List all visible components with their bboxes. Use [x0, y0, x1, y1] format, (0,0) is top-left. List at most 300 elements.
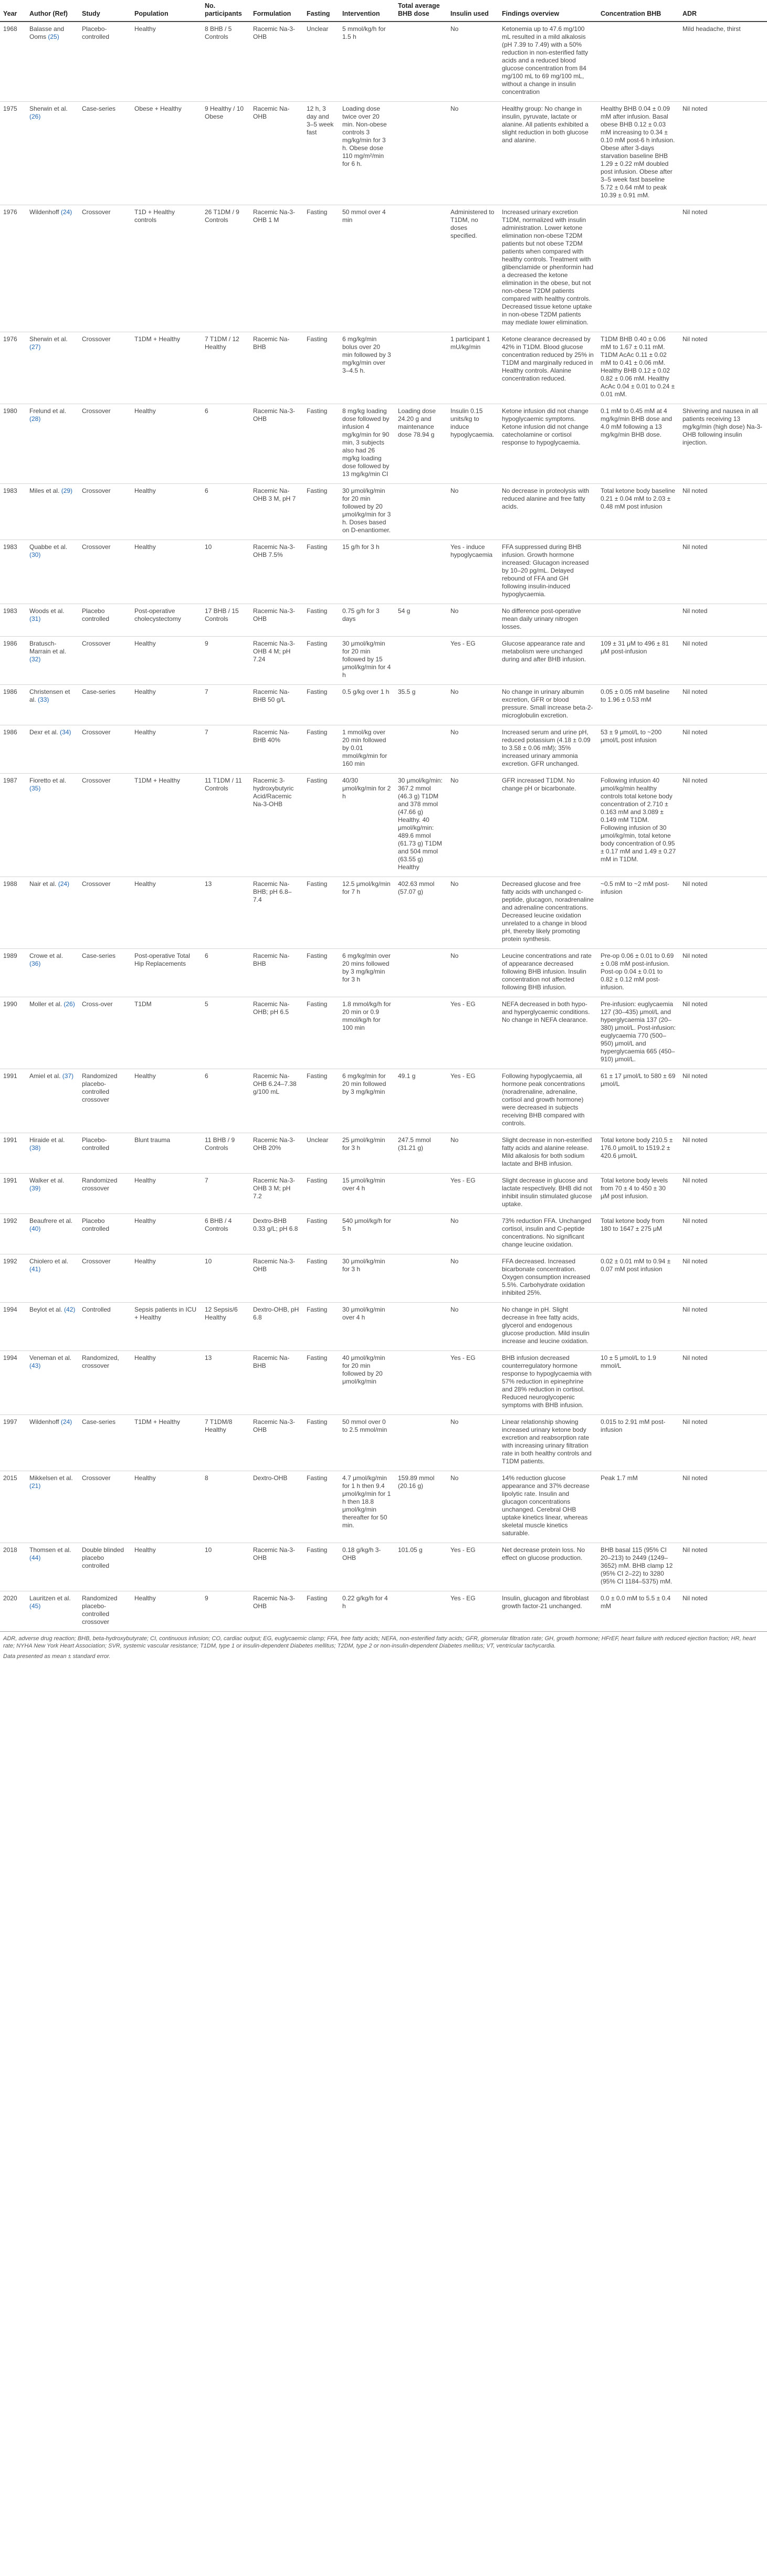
cell-findings: Slight decrease in glucose and lactate respectively. BHB did not inhibit insulin stimulated glucose uptake.: [499, 1174, 597, 1214]
cell-year: 1976: [0, 332, 26, 404]
cell-year: 2018: [0, 1543, 26, 1591]
cell-intervention: 0.75 g/h for 3 days: [339, 604, 395, 637]
cell-findings: No change in pH. Slight decrease in free fatty acids, glycerol and endogenous glucose production. Mild insulin increase and leucine oxidation.: [499, 1303, 597, 1351]
cell-intervention: 1 mmol/kg over 20 min followed by 0.01 mmol/kg/min for 160 min: [339, 725, 395, 774]
cell-fasting: Fasting: [303, 877, 339, 949]
reference-link[interactable]: (30): [29, 551, 41, 558]
cell-participants: 10: [202, 1254, 250, 1303]
header-fasting: Fasting: [303, 0, 339, 22]
cell-author: [26, 1471, 79, 1543]
cell-study: Randomized placebo-controlled crossover: [79, 1591, 131, 1632]
cell-participants: 6: [202, 484, 250, 540]
cell-intervention: 30 μmol/kg/min over 4 h: [339, 1303, 395, 1351]
cell-year: 1991: [0, 1069, 26, 1133]
cell-dose: [395, 949, 447, 997]
cell-study: Crossover: [79, 540, 131, 604]
cell-study: Controlled: [79, 1303, 131, 1351]
table-row: [0, 1303, 767, 1351]
cell-participants: 10: [202, 1543, 250, 1591]
cell-fasting: Fasting: [303, 1415, 339, 1471]
cell-insulin: Yes - EG: [447, 1174, 499, 1214]
table-row: [0, 637, 767, 685]
cell-dose: [395, 1174, 447, 1214]
cell-findings: Increased urinary excretion T1DM, normalized with insulin administration. Lower ketone elimination non-obese T2DM patients but not obese T2DM patients when compared with healthy controls. Treatment with glibenclamide or phenformin had a decreased the ketone elimination in the obese, but not non-obese T2DM patients compared with healthy controls. Decreased tissue ketone uptake in non-obese T2DM patients may mediate lower elimination.: [499, 205, 597, 332]
reference-link[interactable]: (37): [62, 1072, 74, 1080]
cell-participants: 12 Sepsis/6 Healthy: [202, 1303, 250, 1351]
cell-participants: 8 BHB / 5 Controls: [202, 22, 250, 102]
cell-study: Randomized, crossover: [79, 1351, 131, 1415]
cell-fasting: Fasting: [303, 1351, 339, 1415]
cell-intervention: 5 mmol/kg/h for 1.5 h: [339, 22, 395, 102]
cell-adr: Nil noted: [679, 1174, 767, 1214]
cell-year: 1990: [0, 997, 26, 1069]
reference-link[interactable]: (28): [29, 415, 41, 423]
cell-insulin: No: [447, 1214, 499, 1254]
cell-population: Healthy: [131, 877, 202, 949]
cell-author: [26, 1415, 79, 1471]
table-row: [0, 949, 767, 997]
cell-concentration: [597, 205, 679, 332]
cell-year: 1992: [0, 1254, 26, 1303]
reference-link[interactable]: (36): [29, 960, 41, 967]
cell-year: 1992: [0, 1214, 26, 1254]
cell-year: 1989: [0, 949, 26, 997]
cell-fasting: Fasting: [303, 949, 339, 997]
cell-concentration: Total ketone body from 180 to 1647 ± 275 μM: [597, 1214, 679, 1254]
header-study: Study: [79, 0, 131, 22]
author-name: Fioretto et al.: [29, 777, 67, 784]
cell-participants: 17 BHB / 15 Controls: [202, 604, 250, 637]
author-name: Nair et al.: [29, 880, 57, 888]
cell-study: Case-series: [79, 102, 131, 205]
cell-insulin: Yes - EG: [447, 1591, 499, 1632]
cell-formulation: Racemic Na-OHB 6.24–7.38 g/100 mL: [250, 1069, 303, 1133]
table-footnote-abbreviations: ADR, adverse drug reaction; BHB, beta-hydroxybutyrate; CI, continuous infusion; CO, cardiac output; EG, euglycaemic clamp; FFA, free fatty acids; NEFA, non-esterified fatty acids; GFR, glomerular filtration rate; GH, growth hormone; HFrEF, heart failure with reduced ejection fraction; HR, heart rate; NYHA New York Heart Association; SVR, systemic vascular resistance; T1DM, type 1 or insulin-dependent Diabetes mellitus; T2DM, type 2 or non-insulin-dependent Diabetes mellitus; VT, ventricular tachycardia.: [3, 1635, 756, 1649]
cell-formulation: Racemic Na-BHB: [250, 1351, 303, 1415]
cell-concentration: [597, 22, 679, 102]
cell-year: 1994: [0, 1303, 26, 1351]
cell-year: 1986: [0, 685, 26, 725]
cell-insulin: No: [447, 1303, 499, 1351]
cell-findings: NEFA decreased in both hypo- and hyperglycaemic conditions. No change in NEFA clearance.: [499, 997, 597, 1069]
cell-findings: No change in urinary albumin excretion, GFR or blood pressure. Small increase beta-2-microglobulin excretion.: [499, 685, 597, 725]
cell-fasting: Fasting: [303, 725, 339, 774]
cell-insulin: Yes - EG: [447, 1543, 499, 1591]
cell-participants: 9: [202, 637, 250, 685]
table-row: [0, 1133, 767, 1174]
cell-year: 1988: [0, 877, 26, 949]
cell-concentration: Total ketone body 210.5 ± 176.0 μmol/L to 1519.2 ± 420.6 μmol/L: [597, 1133, 679, 1174]
header-participants: No. participants: [202, 0, 250, 22]
header-concentration: Concentration BHB: [597, 0, 679, 22]
cell-fasting: Fasting: [303, 1303, 339, 1351]
cell-fasting: Fasting: [303, 1471, 339, 1543]
cell-insulin: No: [447, 725, 499, 774]
header-intervention: Intervention: [339, 0, 395, 22]
table-row: [0, 22, 767, 102]
cell-study: Crossover: [79, 1254, 131, 1303]
cell-study: Cross-over: [79, 997, 131, 1069]
author-name: Woods et al.: [29, 607, 65, 615]
cell-dose: 30 μmol/kg/min: 367.2 mmol (46.3 g) T1DM and 378 mmol (47.66 g) Healthy. 40 μmol/kg/min: 489.6 mmol (61.73 g) T1DM and 504 mmol (63.55 g) Healthy: [395, 774, 447, 877]
cell-findings: Slight decrease in non-esterified fatty acids and alanine release. Mild alkalosis for both sodium lactate and BHB infusion.: [499, 1133, 597, 1174]
cell-dose: 247.5 mmol (31.21 g): [395, 1133, 447, 1174]
cell-study: Case-series: [79, 685, 131, 725]
author-name: Mikkelsen et al.: [29, 1474, 73, 1482]
cell-concentration: T1DM BHB 0.40 ± 0.06 mM to 1.67 ± 0.11 mM. T1DM AcAc 0.11 ± 0.02 mM to 0.41 ± 0.06 mM. Healthy BHB 0.12 ± 0.02 0.82 ± 0.06 mM. Healthy AcAc 0.04 ± 0.01 to 0.24 ± 0.01 mM.: [597, 332, 679, 404]
cell-fasting: Fasting: [303, 1254, 339, 1303]
reference-link[interactable]: (24): [58, 880, 70, 888]
cell-insulin: No: [447, 1415, 499, 1471]
author-name: Miles et al.: [29, 487, 60, 494]
cell-population: Post-operative cholecystectomy: [131, 604, 202, 637]
cell-concentration: Total ketone body levels from 70 ± 4 to 450 ± 30 μM post infusion.: [597, 1174, 679, 1214]
cell-dose: [395, 1415, 447, 1471]
cell-participants: 13: [202, 1351, 250, 1415]
cell-fasting: Fasting: [303, 332, 339, 404]
cell-population: Healthy: [131, 404, 202, 484]
cell-formulation: Racemic Na-OHB 3 M, pH 7: [250, 484, 303, 540]
reference-link[interactable]: (43): [29, 1362, 41, 1369]
cell-study: Crossover: [79, 484, 131, 540]
cell-dose: [395, 1214, 447, 1254]
cell-author: [26, 685, 79, 725]
table-row: [0, 1214, 767, 1254]
cell-dose: 402.63 mmol (57.07 g): [395, 877, 447, 949]
cell-intervention: 15 μmol/kg/min over 4 h: [339, 1174, 395, 1214]
cell-year: 1983: [0, 604, 26, 637]
cell-population: Blunt trauma: [131, 1133, 202, 1174]
author-name: Beylot et al.: [29, 1306, 62, 1313]
cell-intervention: 30 μmol/kg/min for 3 h: [339, 1254, 395, 1303]
reference-link[interactable]: (34): [60, 729, 71, 736]
cell-concentration: [597, 604, 679, 637]
cell-findings: GFR increased T1DM. No change pH or bicarbonate.: [499, 774, 597, 877]
cell-study: Placebo controlled: [79, 604, 131, 637]
cell-author: [26, 205, 79, 332]
author-name: Sherwin et al.: [29, 335, 68, 343]
cell-dose: [395, 540, 447, 604]
author-name: Veneman et al.: [29, 1354, 72, 1361]
cell-author: [26, 1543, 79, 1591]
header-dose: Total average BHB dose: [395, 0, 447, 22]
author-name: Dexr et al.: [29, 729, 58, 736]
cell-intervention: 0.22 g/kg/h for 4 h: [339, 1591, 395, 1632]
cell-fasting: Fasting: [303, 997, 339, 1069]
cell-adr: Nil noted: [679, 1133, 767, 1174]
cell-findings: Ketonemia up to 47.6 mg/100 mL resulted in a mild alkalosis (pH 7.39 to 7.49) with a 50% reduction in non-esterified fatty acids and a reduced blood glucose concentration from 84 mg/100 mL to 69 mg/100 mL, without a change in insulin concentration: [499, 22, 597, 102]
reference-link[interactable]: (26): [64, 1000, 75, 1008]
cell-population: T1DM + Healthy: [131, 332, 202, 404]
table-row: [0, 332, 767, 404]
cell-population: T1DM + Healthy: [131, 1415, 202, 1471]
author-name: Wildenhoff: [29, 208, 59, 216]
cell-dose: 54 g: [395, 604, 447, 637]
cell-insulin: Insulin 0.15 units/kg to induce hypoglycaemia.: [447, 404, 499, 484]
table-row: [0, 1415, 767, 1471]
cell-adr: Nil noted: [679, 1471, 767, 1543]
cell-findings: Following hypoglycaemia, all hormone peak concentrations (noradrenaline, adrenaline, cortisol and growth hormone) were decreased in subjects receiving BHB compared with controls.: [499, 1069, 597, 1133]
cell-year: 2020: [0, 1591, 26, 1632]
cell-dose: 49.1 g: [395, 1069, 447, 1133]
cell-dose: [395, 22, 447, 102]
cell-year: 1968: [0, 22, 26, 102]
cell-fasting: Fasting: [303, 404, 339, 484]
cell-fasting: Fasting: [303, 1214, 339, 1254]
cell-insulin: Yes - EG: [447, 1069, 499, 1133]
reference-link[interactable]: (24): [60, 1418, 72, 1426]
reference-link[interactable]: (24): [60, 208, 72, 216]
cell-dose: [395, 102, 447, 205]
cell-intervention: 4.7 μmol/kg/min for 1 h then 9.4 μmol/kg/min for 1 h then 18.8 μmol/kg/min thereafter for 50 min.: [339, 1471, 395, 1543]
cell-concentration: 0.015 to 2.91 mM post-infusion: [597, 1415, 679, 1471]
cell-dose: [395, 1351, 447, 1415]
cell-dose: [395, 1254, 447, 1303]
cell-study: Crossover: [79, 877, 131, 949]
cell-year: 1976: [0, 205, 26, 332]
cell-population: Healthy: [131, 1471, 202, 1543]
reference-link[interactable]: (39): [29, 1185, 41, 1192]
cell-study: Case-series: [79, 1415, 131, 1471]
author-name: Amiel et al.: [29, 1072, 61, 1080]
cell-findings: Decreased glucose and free fatty acids with unchanged c-peptide, glucagon, noradrenaline and adrenaline concentrations. Decreased leucine oxidation unrelated to a change in blood pH, thereby likely promoting protein synthesis.: [499, 877, 597, 949]
cell-adr: Nil noted: [679, 484, 767, 540]
cell-insulin: Yes - induce hypoglycaemia: [447, 540, 499, 604]
cell-intervention: 40 μmol/kg/min for 20 min followed by 20 μmol/kg/min: [339, 1351, 395, 1415]
cell-findings: FFA decreased. Increased bicarbonate concentration. Oxygen consumption increased 5.5%. Carbohydrate oxidation inhibited 25%.: [499, 1254, 597, 1303]
author-name: Thomsen et al.: [29, 1546, 71, 1554]
cell-author: [26, 540, 79, 604]
table-row: [0, 404, 767, 484]
cell-insulin: No: [447, 1471, 499, 1543]
cell-population: Healthy: [131, 1351, 202, 1415]
header-insulin: Insulin used: [447, 0, 499, 22]
cell-adr: Nil noted: [679, 1415, 767, 1471]
reference-link[interactable]: (40): [29, 1225, 41, 1232]
cell-population: Sepsis patients in ICU + Healthy: [131, 1303, 202, 1351]
cell-findings: Increased serum and urine pH, reduced potassium (4.18 ± 0.09 to 3.58 ± 0.06 mM); 35% increased urinary ammonia excretion. GFR unchanged.: [499, 725, 597, 774]
cell-fasting: Fasting: [303, 1069, 339, 1133]
cell-findings: Net decrease protein loss. No effect on glucose production.: [499, 1543, 597, 1591]
cell-findings: Glucose appearance rate and metabolism were unchanged during and after BHB infusion.: [499, 637, 597, 685]
cell-formulation: Racemic Na-BHB 40%: [250, 725, 303, 774]
cell-fasting: Unclear: [303, 22, 339, 102]
cell-author: [26, 1069, 79, 1133]
cell-population: T1DM + Healthy: [131, 774, 202, 877]
cell-population: Healthy: [131, 1543, 202, 1591]
reference-link[interactable]: (45): [29, 1602, 41, 1610]
cell-author: [26, 1351, 79, 1415]
reference-link[interactable]: (44): [29, 1554, 41, 1561]
cell-population: Healthy: [131, 637, 202, 685]
cell-year: 1987: [0, 774, 26, 877]
cell-formulation: Dextro-OHB: [250, 1471, 303, 1543]
cell-findings: FFA suppressed during BHB infusion. Growth hormone increased: Glucagon increased by 10–20 pg/mL. Delayed rebound of FFA and GH following insulin-induced hypoglycaemia.: [499, 540, 597, 604]
cell-author: [26, 102, 79, 205]
cell-year: 1991: [0, 1174, 26, 1214]
cell-insulin: No: [447, 774, 499, 877]
cell-dose: [395, 1591, 447, 1632]
table-row: [0, 1591, 767, 1632]
header-year: Year: [0, 0, 26, 22]
cell-dose: [395, 205, 447, 332]
cell-year: 2015: [0, 1471, 26, 1543]
cell-fasting: Fasting: [303, 1543, 339, 1591]
cell-dose: 159.89 mmol (20.16 g): [395, 1471, 447, 1543]
cell-concentration: BHB basal 115 (95% CI 20–213) to 2449 (1249–3652) mM. BHB clamp 12 (95% CI 2–22) to 3280 (95% CI 1184–5375) mM.: [597, 1543, 679, 1591]
reference-link[interactable]: (33): [38, 696, 49, 703]
table-row: [0, 1543, 767, 1591]
cell-intervention: 12.5 μmol/kg/min for 7 h: [339, 877, 395, 949]
cell-year: 1975: [0, 102, 26, 205]
cell-dose: [395, 637, 447, 685]
cell-concentration: Pre-infusion: euglycaemia 127 (30–435) μmol/L and hyperglycaemia 137 (20–380) μmol/L. Post-infusion: euglycaemia 770 (500–950) μmol/L and hyperglycaemia 665 (450–910) μmol/L.: [597, 997, 679, 1069]
cell-findings: Ketone infusion did not change hypoglycaemic symptoms. Ketone infusion did not change catecholamine or cortisol response to hypoglycaemia.: [499, 404, 597, 484]
cell-dose: 101.05 g: [395, 1543, 447, 1591]
cell-year: 1986: [0, 725, 26, 774]
cell-participants: 7 T1DM / 12 Healthy: [202, 332, 250, 404]
cell-insulin: No: [447, 685, 499, 725]
table-row: [0, 1351, 767, 1415]
author-name: Frelund et al.: [29, 407, 67, 415]
cell-study: Placebo-controlled: [79, 22, 131, 102]
cell-population: Healthy: [131, 484, 202, 540]
cell-adr: Nil noted: [679, 1303, 767, 1351]
cell-insulin: No: [447, 22, 499, 102]
cell-formulation: Racemic Na-3-OHB: [250, 1254, 303, 1303]
cell-participants: 8: [202, 1471, 250, 1543]
cell-dose: [395, 332, 447, 404]
table-row: [0, 685, 767, 725]
reference-link[interactable]: (26): [29, 113, 41, 120]
cell-fasting: Fasting: [303, 637, 339, 685]
reference-link[interactable]: (21): [29, 1482, 41, 1490]
cell-author: [26, 949, 79, 997]
reference-link[interactable]: (25): [48, 33, 59, 40]
cell-fasting: Fasting: [303, 205, 339, 332]
cell-formulation: Racemic Na-BHB: [250, 949, 303, 997]
cell-insulin: Yes - EG: [447, 997, 499, 1069]
cell-formulation: Racemic Na-BHB; pH 6.8–7.4: [250, 877, 303, 949]
cell-adr: Nil noted: [679, 725, 767, 774]
cell-adr: Nil noted: [679, 685, 767, 725]
cell-participants: 6: [202, 949, 250, 997]
cell-formulation: Racemic Na-BHB: [250, 332, 303, 404]
cell-intervention: 30 μmol/kg/min for 20 min followed by 20 μmol/kg/min for 3 h. Doses based on D-enantiomer.: [339, 484, 395, 540]
cell-population: Healthy: [131, 22, 202, 102]
table-row: [0, 997, 767, 1069]
cell-findings: Healthy group: No change in insulin, pyruvate, lactate or alanine. All patients exhibited a slight reduction in both glucose and alanine.: [499, 102, 597, 205]
cell-study: Randomized placebo-controlled crossover: [79, 1069, 131, 1133]
cell-formulation: Racemic Na-3-OHB: [250, 1591, 303, 1632]
cell-concentration: 0.1 mM to 0.45 mM at 4 mg/kg/min BHB dose and 4.0 mM following a 13 mg/kg/min BHB dose.: [597, 404, 679, 484]
cell-insulin: 1 participant 1 mU/kg/min: [447, 332, 499, 404]
cell-concentration: [597, 1303, 679, 1351]
cell-formulation: Racemic Na-3-OHB 1 M: [250, 205, 303, 332]
cell-formulation: Dextro-OHB, pH 6.8: [250, 1303, 303, 1351]
reference-link[interactable]: (29): [61, 487, 73, 494]
cell-concentration: Peak 1.7 mM: [597, 1471, 679, 1543]
cell-dose: Loading dose 24.20 g and maintenance dose 78.94 g: [395, 404, 447, 484]
cell-study: Placebo controlled: [79, 1214, 131, 1254]
reference-link[interactable]: (35): [29, 785, 41, 792]
cell-findings: No decrease in proteolysis with reduced alanine and free fatty acids.: [499, 484, 597, 540]
cell-adr: Nil noted: [679, 102, 767, 205]
cell-study: Crossover: [79, 637, 131, 685]
cell-author: [26, 877, 79, 949]
cell-author: [26, 637, 79, 685]
cell-formulation: Racemic Na-3-OHB: [250, 404, 303, 484]
cell-findings: BHB infusion decreased counterregulatory hormone response to hypoglycaemia with 57% reduction in epinephrine and 28% reduction in cortisol. Reduced neuroglycopenic symptoms with BHB infusion.: [499, 1351, 597, 1415]
header-author: Author (Ref): [26, 0, 79, 22]
reference-link[interactable]: (38): [29, 1144, 41, 1152]
cell-insulin: No: [447, 102, 499, 205]
cell-insulin: Yes - EG: [447, 1351, 499, 1415]
cell-dose: [395, 1303, 447, 1351]
table-row: [0, 484, 767, 540]
cell-adr: Nil noted: [679, 637, 767, 685]
reference-link[interactable]: (32): [29, 656, 41, 663]
author-name: Quabbe et al.: [29, 543, 68, 551]
cell-population: Healthy: [131, 1174, 202, 1214]
author-name: Walker et al.: [29, 1177, 65, 1184]
table-row: [0, 205, 767, 332]
author-name: Wildenhoff: [29, 1418, 59, 1426]
cell-intervention: 25 μmol/kg/min for 3 h: [339, 1133, 395, 1174]
cell-findings: Ketone clearance decreased by 42% in T1DM. Blood glucose concentration reduced by 25% in T1DM and marginally reduced in Healthy controls. Alanine concentration reduced.: [499, 332, 597, 404]
cell-year: 1980: [0, 404, 26, 484]
reference-link[interactable]: (41): [29, 1265, 41, 1273]
cell-year: 1986: [0, 637, 26, 685]
cell-insulin: No: [447, 949, 499, 997]
table-row: [0, 877, 767, 949]
cell-insulin: No: [447, 1133, 499, 1174]
cell-author: [26, 22, 79, 102]
cell-author: [26, 604, 79, 637]
header-formulation: Formulation: [250, 0, 303, 22]
cell-participants: 7: [202, 685, 250, 725]
reference-link[interactable]: (27): [29, 343, 41, 351]
cell-population: T1DM: [131, 997, 202, 1069]
cell-participants: 6: [202, 404, 250, 484]
cell-intervention: 50 mmol over 0 to 2.5 mmol/min: [339, 1415, 395, 1471]
cell-adr: Nil noted: [679, 1214, 767, 1254]
reference-link[interactable]: (31): [29, 615, 41, 622]
author-name: Crowe et al.: [29, 952, 64, 959]
header-population: Population: [131, 0, 202, 22]
cell-insulin: No: [447, 1254, 499, 1303]
author-name: Balasse and Ooms: [29, 25, 65, 40]
cell-formulation: Racemic Na-3-OHB: [250, 604, 303, 637]
table-header-row: [0, 0, 767, 22]
reference-link[interactable]: (42): [64, 1306, 76, 1313]
cell-adr: Nil noted: [679, 774, 767, 877]
header-adr: ADR: [679, 0, 767, 22]
cell-author: [26, 484, 79, 540]
header-findings: Findings overview: [499, 0, 597, 22]
cell-intervention: 50 mmol over 4 min: [339, 205, 395, 332]
cell-concentration: 61 ± 17 μmol/L to 580 ± 69 μmol/L: [597, 1069, 679, 1133]
cell-population: T1D + Healthy controls: [131, 205, 202, 332]
cell-intervention: 1.8 mmol/kg/h for 20 min or 0.9 mmol/kg/h for 100 min: [339, 997, 395, 1069]
cell-intervention: 6 mg/kg/min bolus over 20 min followed by 3 mg/kg/min over 3–4.5 h.: [339, 332, 395, 404]
cell-intervention: Loading dose twice over 20 min. Non-obese controls 3 mg/kg/min for 3 h. Obese dose 110 mg/m²/min for 6 h.: [339, 102, 395, 205]
cell-intervention: 540 μmol/kg/h for 5 h: [339, 1214, 395, 1254]
table-footnote-data: Data presented as mean ± standard error.: [3, 1653, 111, 1660]
cell-formulation: Racemic Na-3-OHB 20%: [250, 1133, 303, 1174]
cell-intervention: 0.18 g/kg/h 3-OHB: [339, 1543, 395, 1591]
cell-concentration: 109 ± 31 μM to 496 ± 81 μM post-infusion: [597, 637, 679, 685]
